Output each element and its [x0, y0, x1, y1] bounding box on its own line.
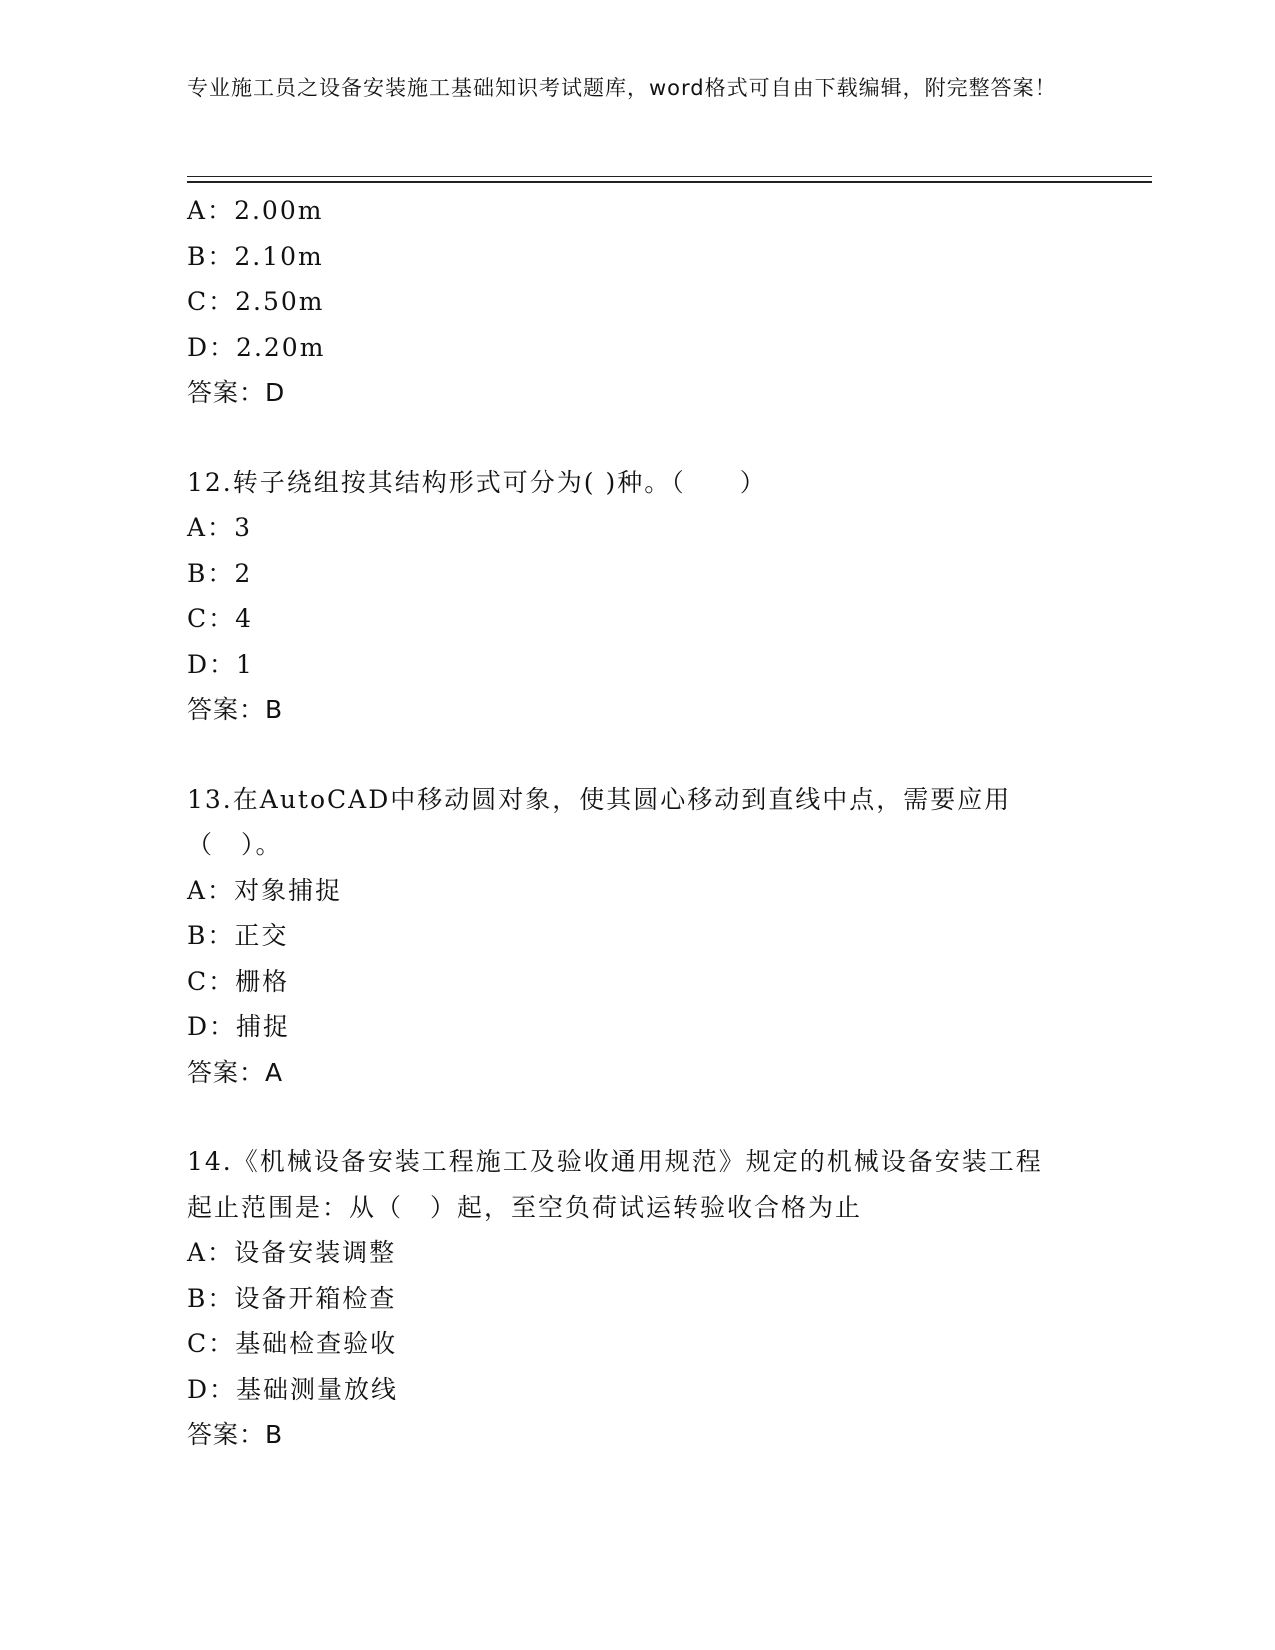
question-block-12	[187, 460, 1087, 733]
option-d: D：2.20m	[187, 332, 326, 362]
option-d: D：捕捉	[187, 1012, 291, 1041]
answer-line: 答案：B	[187, 695, 284, 724]
answer-line: 答案：D	[187, 378, 286, 407]
option-b: B：正交	[187, 921, 289, 950]
option-a: A：3	[187, 513, 252, 542]
spacer	[187, 416, 1087, 460]
question-text: 14.《机械设备安装工程施工及验收通用规范》规定的机械设备安装工程起止范围是：从（ ）起，至空负荷试运转验收合格为止	[187, 1147, 1043, 1222]
header-title: 专业施工员之设备安装施工基础知识考试题库，word格式可自由下载编辑，附完整答案！	[187, 76, 1057, 100]
question-list	[187, 188, 1087, 1458]
question-text: 13.在AutoCAD中移动圆对象，使其圆心移动到直线中点，需要应用（ ）。	[187, 784, 1012, 859]
option-a: A：2.00m	[187, 196, 324, 225]
option-c: C：基础检查验收	[187, 1329, 398, 1358]
option-a: A：设备安装调整	[187, 1238, 397, 1267]
option-d: D：基础测量放线	[187, 1374, 399, 1404]
document-header	[187, 72, 1067, 104]
option-c: C：2.50m	[187, 287, 325, 316]
option-a: A：对象捕捉	[187, 875, 343, 905]
option-c: C：4	[187, 604, 254, 633]
header-divider-thin	[187, 176, 1152, 177]
option-d: D：1	[187, 649, 254, 679]
answer-line: 答案：A	[187, 1057, 284, 1087]
option-b: B：设备开箱检查	[187, 1283, 397, 1313]
spacer	[187, 1095, 1087, 1139]
header-divider-thick	[187, 181, 1152, 183]
answer-line: 答案：B	[187, 1420, 284, 1449]
question-text: 12.转子绕组按其结构形式可分为( )种。（ ）	[187, 467, 767, 497]
option-c: C：栅格	[187, 966, 290, 996]
question-block-14	[187, 1139, 1087, 1458]
question-block-prev	[187, 188, 1087, 416]
option-b: B：2.10m	[187, 241, 324, 271]
option-b: B：2	[187, 558, 253, 588]
question-block-13	[187, 777, 1087, 1096]
spacer	[187, 733, 1087, 777]
